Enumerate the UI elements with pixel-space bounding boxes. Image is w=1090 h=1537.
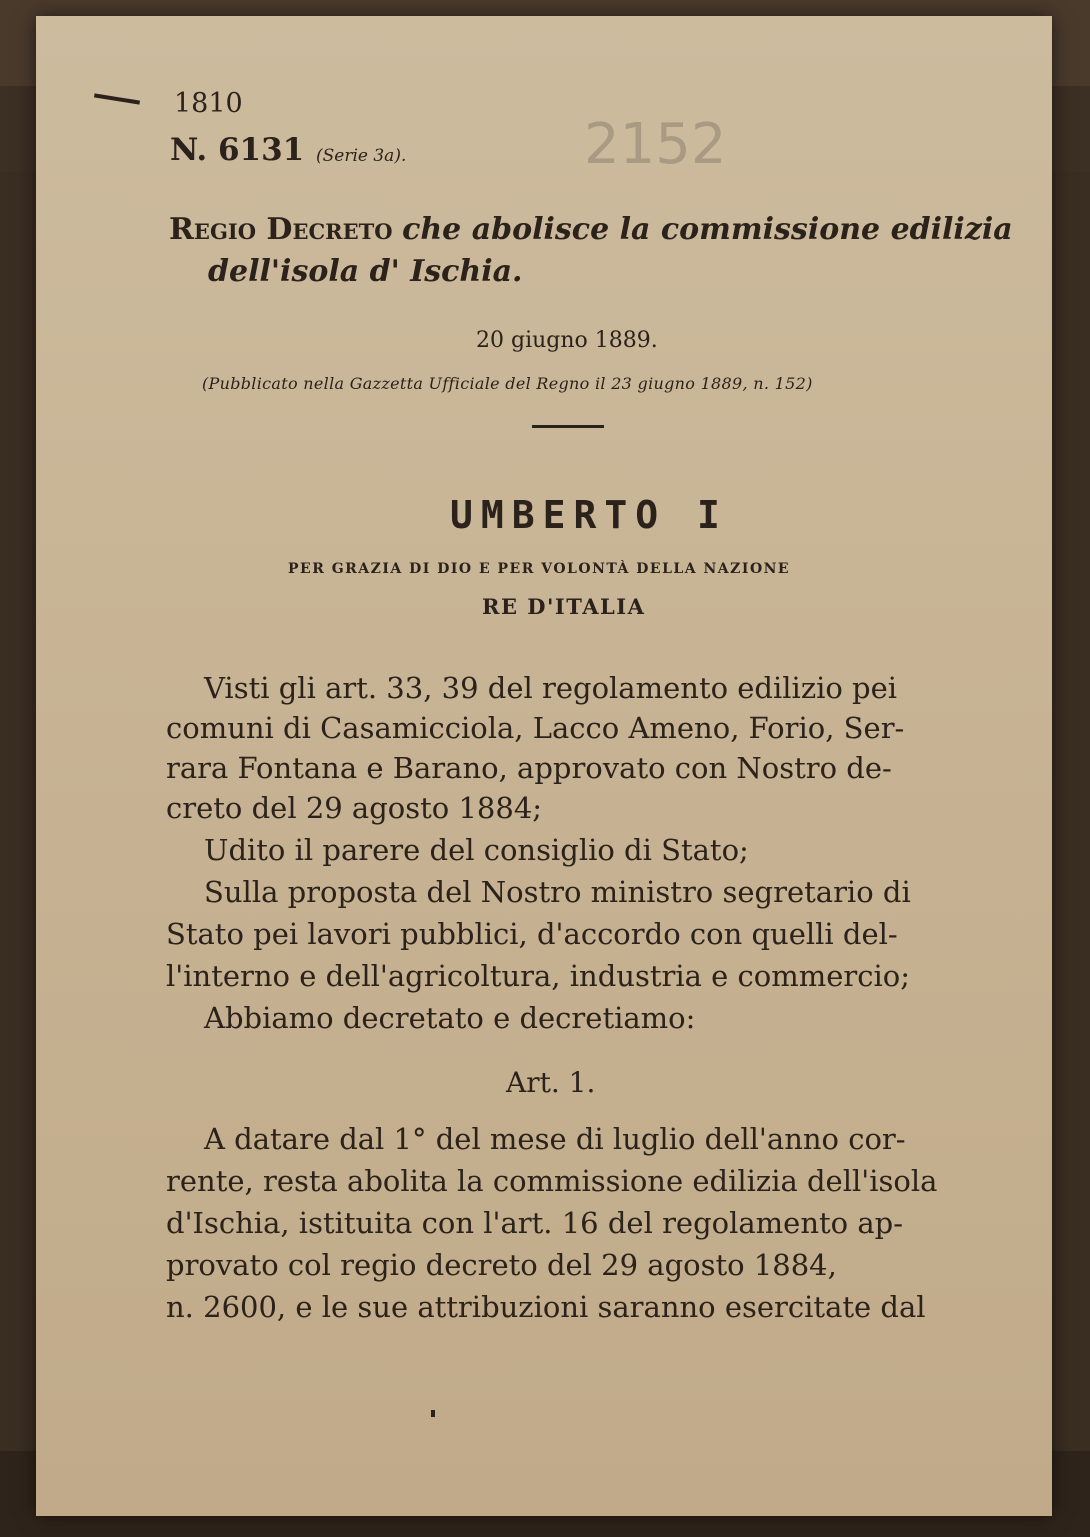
ink-dash-mark (94, 93, 140, 104)
document-year: 1810 (174, 88, 243, 119)
body-line: Stato pei lavori pubblici, d'accordo con quelli del- (166, 917, 898, 951)
re-ditalia: RE D'ITALIA (482, 594, 646, 619)
article-line: d'Ischia, istituita con l'art. 16 del regolamento ap- (166, 1206, 904, 1240)
publication-note: (Pubblicato nella Gazzetta Ufficiale del Regno il 23 giugno 1889, n. 152) (202, 374, 813, 393)
body-line: l'interno e dell'agricoltura, industria e commercio; (166, 959, 910, 993)
body-line: Udito il parere del consiglio di Stato; (204, 833, 749, 867)
body-line: Abbiamo decretato e decretiamo: (204, 1001, 696, 1035)
article-line: rente, resta abolita la commissione edilizia dell'isola (166, 1164, 938, 1198)
title-italic: che abolisce la commissione edilizia (402, 212, 1013, 247)
body-line: Sulla proposta del Nostro ministro segretario di (204, 875, 911, 909)
grazia-line: PER GRAZIA DI DIO E PER VOLONTÀ DELLA NAZIONE (288, 561, 791, 577)
article-line: provato col regio decreto del 29 agosto 1884, (166, 1248, 837, 1282)
article-heading: Art. 1. (506, 1066, 596, 1099)
decree-title-line1 (169, 212, 1013, 247)
body-line: Visti gli art. 33, 39 del regolamento edilizio pei (204, 671, 898, 705)
article-line: A datare dal 1° del mese di luglio dell'anno cor- (204, 1122, 906, 1156)
body-line: comuni di Casamicciola, Lacco Ameno, Forio, Ser- (166, 711, 905, 745)
document-page (36, 16, 1052, 1516)
serie-label: (Serie 3a). (316, 146, 407, 166)
divider (532, 425, 604, 428)
body-line: rara Fontana e Barano, approvato con Nostro de- (166, 751, 892, 785)
title-smallcaps: Regio Decreto (169, 212, 393, 247)
decree-title-line2: dell'isola d' Ischia. (208, 254, 523, 289)
ink-dot (431, 1410, 435, 1417)
decree-number: N. 6131 (170, 132, 305, 168)
pencil-annotation: 2152 (584, 112, 727, 177)
article-line: n. 2600, e le sue attribuzioni saranno esercitate dal (166, 1290, 926, 1324)
sovereign-name: UMBERTO I (450, 493, 728, 537)
decree-date: 20 giugno 1889. (476, 328, 658, 353)
body-line: creto del 29 agosto 1884; (166, 791, 543, 825)
